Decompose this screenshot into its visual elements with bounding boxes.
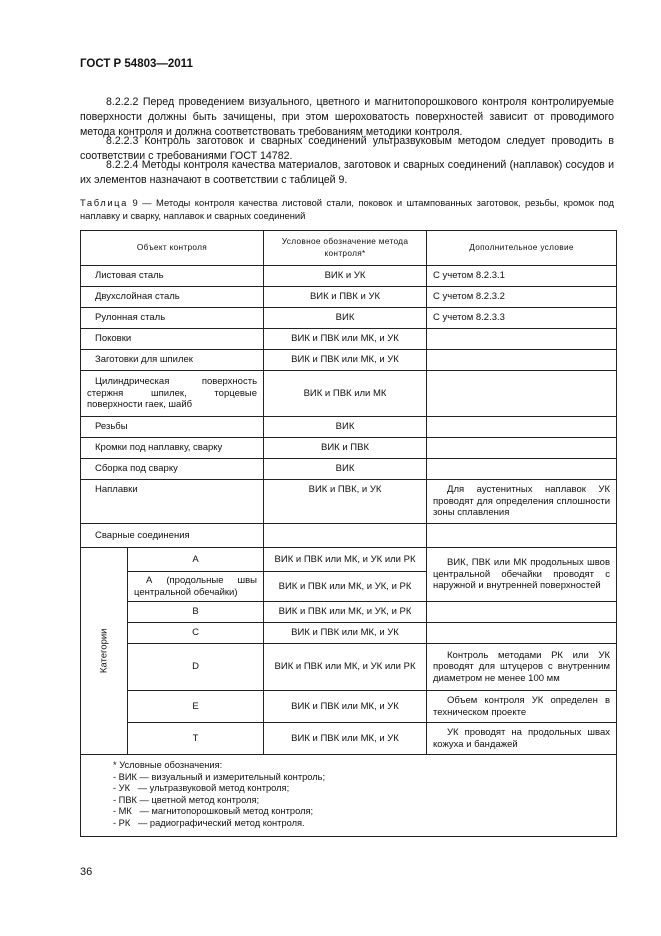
paragraph-8-2-2-2: 8.2.2.2 Перед проведением визуального, цветного и магнитопорошкового контроля контролируемые поверхности должны быть зачищены, при этом шероховатость поверхностей зависит от проводимого метода контроля и должна соответствовать требованиям методики контроля. — [80, 96, 614, 138]
note-line: - УК — ультразвуковой метод контроля; — [113, 783, 290, 794]
row-condition — [427, 329, 617, 350]
category-row — [81, 602, 617, 623]
table-row — [81, 524, 617, 548]
table-caption — [80, 197, 614, 222]
paragraph-8-2-2-3: 8.2.2.3 Контроль заготовок и сварных соединений ультразвуковым методом следует проводить в соответствии с требованиями ГОСТ 14782. — [80, 135, 614, 162]
category-row — [81, 548, 617, 572]
note-line: * Условные обозначения: — [113, 760, 223, 770]
category-method: ВИК и ПВК или МК, и УК или РК — [264, 548, 427, 572]
category-a-condition: ВИК, ПВК или МК продольных швов центральной обечайки проводят с наружной и внутренней поверхностей — [427, 548, 617, 602]
table-row — [81, 417, 617, 438]
row-condition — [427, 417, 617, 438]
table-row — [81, 438, 617, 459]
category-condition — [427, 602, 617, 623]
row-condition: С учетом 8.2.3.2 — [427, 287, 617, 308]
row-object: Сборка под сварку — [81, 459, 264, 480]
table-row — [81, 480, 617, 524]
row-condition — [427, 350, 617, 371]
row-object: Листовая сталь — [81, 266, 264, 287]
row-condition — [427, 524, 617, 548]
table-notes — [81, 755, 617, 837]
category-name: С — [128, 623, 264, 644]
table-header-row — [81, 231, 617, 266]
table-caption-text: 9 — Методы контроля качества листовой стали, поковок и штампованных заготовок, резьбы, кромок под наплавку и сварку, наплавок и сварных соединений — [80, 197, 614, 221]
row-method: ВИК и ПВК или МК, и УК — [264, 329, 427, 350]
category-row — [81, 691, 617, 723]
category-name: А (продольные швы центральной обечайки) — [128, 572, 264, 602]
category-row — [81, 623, 617, 644]
row-method: ВИК и УК — [264, 266, 427, 287]
row-object: Двухслойная сталь — [81, 287, 264, 308]
row-condition — [427, 371, 617, 417]
category-method: ВИК и ПВК или МК, и УК, и РК — [264, 572, 427, 602]
category-name: Е — [128, 691, 264, 723]
category-condition: Объем контроля УК определен в техническом проекте — [427, 691, 617, 723]
row-condition: С учетом 8.2.3.1 — [427, 266, 617, 287]
row-condition: С учетом 8.2.3.3 — [427, 308, 617, 329]
row-method: ВИК и ПВК, и УК — [264, 480, 427, 524]
table-row — [81, 350, 617, 371]
table-caption-label: Таблица — [80, 197, 128, 208]
table-row — [81, 371, 617, 417]
header-method: Условное обозначение метода контроля* — [264, 231, 427, 266]
header-object: Объект контроля — [81, 231, 264, 266]
table-9 — [80, 230, 617, 837]
table-row — [81, 329, 617, 350]
category-label: Категории — [98, 628, 110, 674]
row-object: Цилиндрическая поверхность стержня шпилек, торцевые поверхности гаек, шайб — [81, 371, 264, 417]
category-method: ВИК и ПВК или МК, и УК — [264, 623, 427, 644]
category-name: А — [128, 548, 264, 572]
category-row — [81, 644, 617, 691]
row-object: Сварные соединения — [81, 524, 264, 548]
table-row — [81, 459, 617, 480]
row-object: Поковки — [81, 329, 264, 350]
category-condition: УК проводят на продольных швах кожуха и бандажей — [427, 723, 617, 755]
row-method: ВИК и ПВК и УК — [264, 287, 427, 308]
paragraph-8-2-2-4: 8.2.2.4 Методы контроля качества материалов, заготовок и сварных соединений (наплавок) сосудов и их элементов назначают в соответствии с таблицей 9. — [80, 159, 614, 186]
category-condition — [427, 623, 617, 644]
row-object: Резьбы — [81, 417, 264, 438]
document-header: ГОСТ Р 54803—2011 — [80, 58, 193, 70]
note-line: - ВИК — визуальный и измерительный контроль; — [113, 771, 326, 782]
category-method: ВИК и ПВК или МК, и УК, и РК — [264, 602, 427, 623]
table-row — [81, 287, 617, 308]
category-name: Т — [128, 723, 264, 755]
row-condition: Для аустенитных наплавок УК проводят для определения сплошности зоны сплавления — [427, 480, 617, 524]
category-label-cell — [81, 548, 128, 755]
row-method: ВИК и ПВК или МК — [264, 371, 427, 417]
notes-row — [81, 755, 617, 837]
row-condition — [427, 459, 617, 480]
row-method — [264, 524, 427, 548]
row-object: Кромки под наплавку, сварку — [81, 438, 264, 459]
row-method: ВИК и ПВК — [264, 438, 427, 459]
row-object: Рулонная сталь — [81, 308, 264, 329]
note-line: - МК — магнитопорошковый метод контроля; — [113, 806, 314, 817]
note-line: - ПВК — цветной метод контроля; — [113, 794, 260, 805]
table-row — [81, 266, 617, 287]
note-line: - РК — радиографический метод контроля. — [113, 817, 305, 828]
row-method: ВИК — [264, 417, 427, 438]
table-row — [81, 308, 617, 329]
row-object: Заготовки для шпилек — [81, 350, 264, 371]
category-condition: Контроль методами РК или УК проводят для штуцеров с внутренним диаметром не менее 100 мм — [427, 644, 617, 691]
header-condition: Дополнительное условие — [427, 231, 617, 266]
category-row — [81, 723, 617, 755]
category-name: В — [128, 602, 264, 623]
row-method: ВИК — [264, 459, 427, 480]
page-number: 36 — [80, 866, 93, 878]
category-name: D — [128, 644, 264, 691]
row-condition — [427, 438, 617, 459]
row-object: Наплавки — [81, 480, 264, 524]
row-method: ВИК — [264, 308, 427, 329]
row-method: ВИК и ПВК или МК, и УК — [264, 350, 427, 371]
category-method: ВИК и ПВК или МК, и УК — [264, 691, 427, 723]
category-method: ВИК и ПВК или МК, и УК или РК — [264, 644, 427, 691]
category-method: ВИК и ПВК или МК, и УК — [264, 723, 427, 755]
